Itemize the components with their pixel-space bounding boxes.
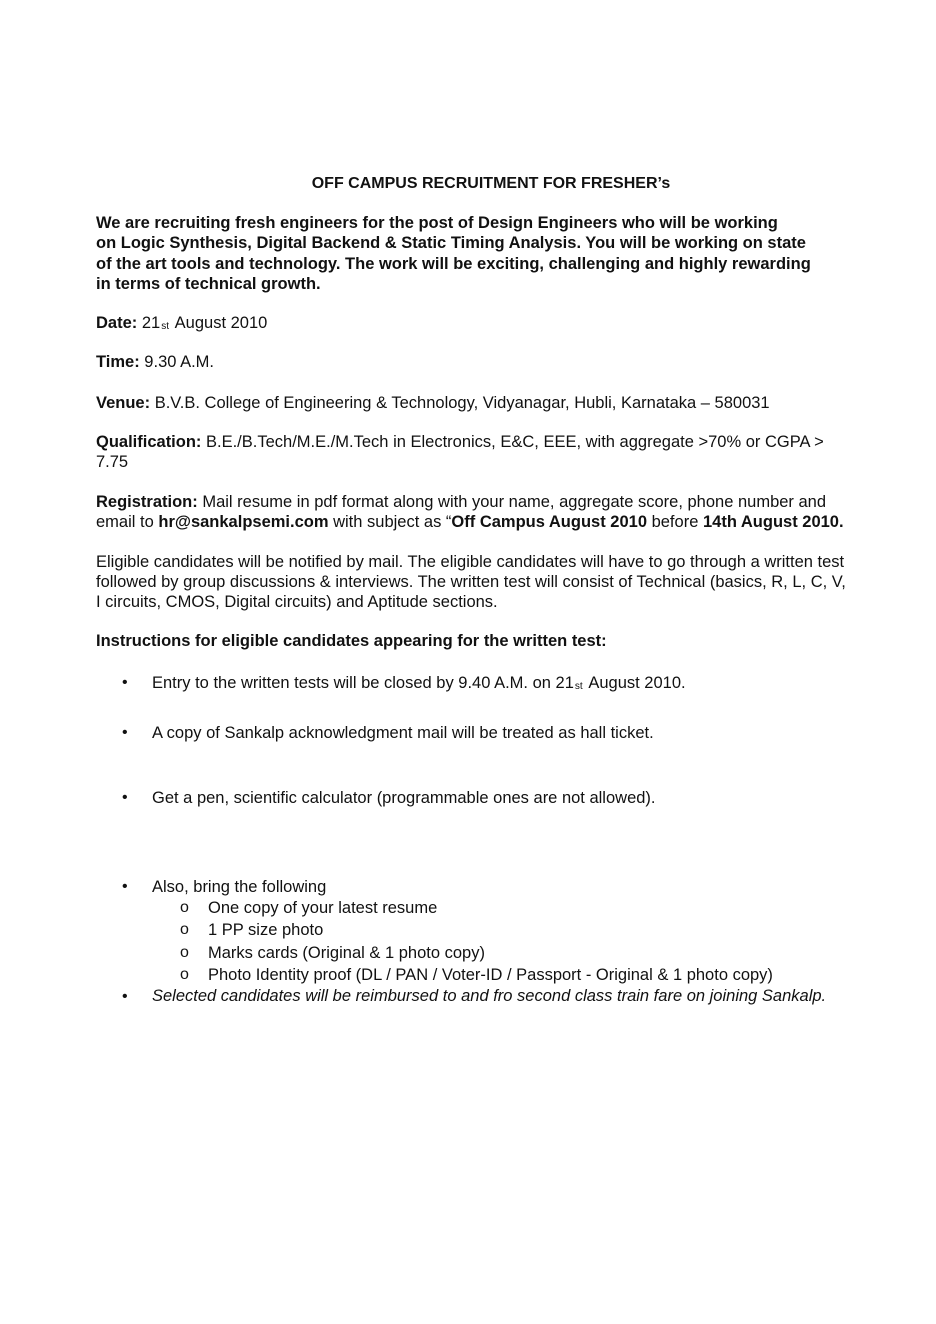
venue-row [96, 393, 770, 413]
qualification-row [96, 432, 824, 452]
date-day: 21 [137, 314, 161, 332]
registration-text: Mail resume in pdf format along with your name, aggregate score, phone number and [197, 493, 827, 511]
bullet-marker: • [122, 674, 128, 691]
eligibility-line: Eligible candidates will be notified by mail. The eligible candidates will have to go through a written test [96, 553, 845, 571]
sub-bullet-marker: o [180, 921, 189, 938]
registration-mid: with subject as “ [328, 513, 452, 531]
time-label: Time: [96, 353, 140, 371]
registration-subject: Off Campus August 2010 [451, 513, 647, 531]
list-item-hall-ticket: A copy of Sankalp acknowledgment mail will be treated as hall ticket. [152, 724, 654, 742]
page-title: OFF CAMPUS RECRUITMENT FOR FRESHER’s [311, 175, 671, 192]
venue-value: B.V.B. College of Engineering & Technology, Vidyanagar, Hubli, Karnataka – 580031 [150, 394, 770, 412]
registration-prefix: email to [96, 513, 159, 531]
registration-deadline: 14th August 2010. [702, 513, 844, 531]
intro-line: in terms of technical growth. [96, 275, 321, 293]
sub-list-item: 1 PP size photo [208, 921, 324, 939]
registration-label: Registration: [96, 493, 198, 511]
list-item-reimbursed: Selected candidates will be reimbursed to and fro second class train fare on joining Sankalp. [152, 987, 827, 1005]
registration-before: before [647, 513, 703, 531]
eligibility-line: I circuits, CMOS, Digital circuits) and Aptitude sections. [96, 593, 498, 611]
list-item-also: Also, bring the following [152, 878, 327, 896]
eligibility-line: followed by group discussions & interviews. The written test will consist of Technical (basics, R, L, C, V, [96, 573, 846, 591]
entry-text: Entry to the written tests will be closed by 9.40 A.M. on 21 [152, 674, 574, 692]
sub-bullet-marker: o [180, 944, 189, 961]
sub-bullet-marker: o [180, 966, 189, 983]
sub-list-item: Marks cards (Original & 1 photo copy) [208, 944, 485, 962]
venue-label: Venue: [96, 394, 151, 412]
registration-email-link[interactable]: hr@sankalpsemi.com [158, 513, 329, 531]
list-item-entry [152, 673, 686, 696]
instructions-heading: Instructions for eligible candidates appearing for the written test: [96, 632, 607, 650]
bullet-marker: • [122, 878, 128, 895]
time-value: 9.30 A.M. [139, 353, 215, 371]
date-rest: August 2010 [170, 314, 268, 332]
sub-bullet-marker: o [180, 899, 189, 916]
intro-line: on Logic Synthesis, Digital Backend & Static Timing Analysis. You will be working on state [96, 234, 806, 252]
date-row [96, 313, 267, 336]
time-row [96, 352, 214, 372]
qualification-row-cont: 7.75 [96, 453, 129, 471]
date-suffix: st [161, 321, 169, 332]
bullet-marker: • [122, 789, 128, 806]
sub-list-item: Photo Identity proof (DL / PAN / Voter-ID / Passport - Original & 1 photo copy) [208, 966, 773, 984]
qualification-value: B.E./B.Tech/M.E./M.Tech in Electronics, E&C, EEE, with aggregate >70% or CGPA > [201, 433, 824, 451]
entry-post: August 2010. [584, 674, 686, 692]
bullet-marker: • [122, 724, 128, 741]
intro-line: of the art tools and technology. The work will be exciting, challenging and highly rewarding [96, 255, 811, 273]
list-item-pen: Get a pen, scientific calculator (programmable ones are not allowed). [152, 789, 656, 807]
sub-list-item: One copy of your latest resume [208, 899, 438, 917]
registration-row [96, 492, 826, 512]
bullet-marker: • [122, 988, 128, 1005]
date-label: Date: [96, 314, 138, 332]
entry-suffix: st [574, 681, 583, 692]
qualification-label: Qualification: [96, 433, 202, 451]
registration-row-cont [96, 512, 844, 532]
intro-line: We are recruiting fresh engineers for the post of Design Engineers who will be working [96, 214, 778, 232]
